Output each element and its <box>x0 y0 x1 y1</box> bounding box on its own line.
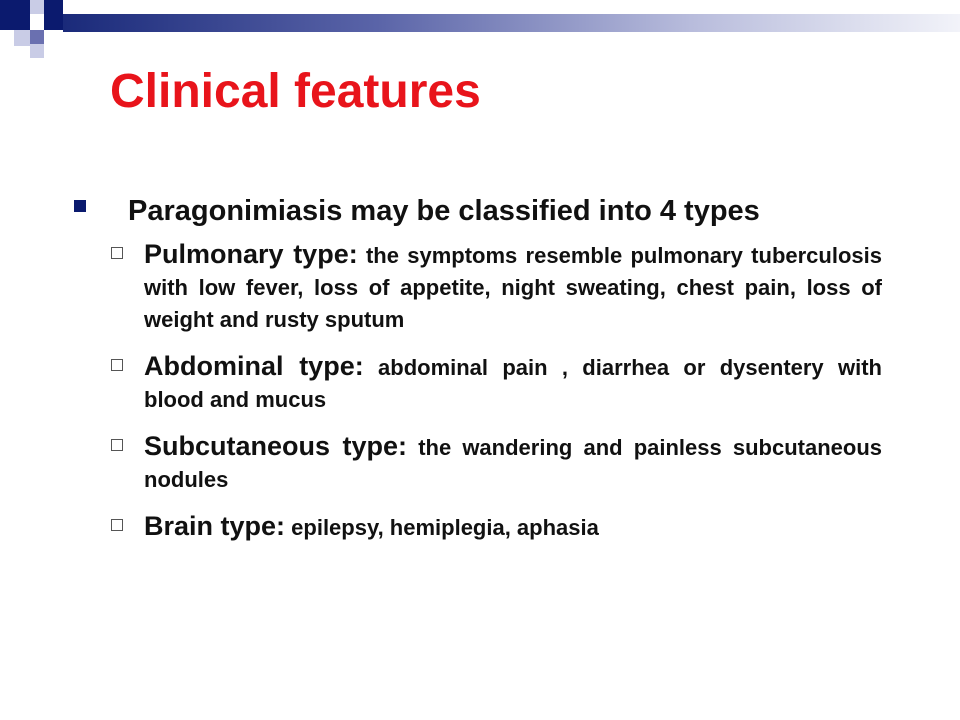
decor-square <box>14 30 30 46</box>
hollow-square-bullet-icon <box>111 359 123 371</box>
square-bullet-icon <box>74 200 86 212</box>
decor-square <box>30 0 44 14</box>
header-decoration <box>0 0 960 60</box>
header-gradient-bar <box>63 14 960 32</box>
type-name: Abdominal type: <box>144 351 364 381</box>
hollow-square-bullet-icon <box>111 519 123 531</box>
type-name: Subcutaneous type: <box>144 431 408 461</box>
slide-content <box>70 188 882 558</box>
main-point-text: Paragonimiasis may be classified into 4 types <box>128 195 760 227</box>
type-detail: the symptoms resemble pulmonary tuberculosis with low fever, loss of appetite, night sweating, chest pain, loss of weight and rusty sputum <box>144 243 882 332</box>
list-item <box>70 430 882 496</box>
list-item <box>70 350 882 416</box>
main-bullet <box>70 188 882 235</box>
types-list <box>70 238 882 544</box>
list-item <box>70 510 882 544</box>
decor-square <box>0 0 30 30</box>
decor-square <box>30 30 44 44</box>
list-item <box>70 238 882 336</box>
type-name: Pulmonary type: <box>144 239 358 269</box>
type-detail: abdominal pain , diarrhea or dysentery with blood and mucus <box>144 355 882 412</box>
decor-square <box>30 44 44 58</box>
type-detail: the wandering and painless subcutaneous nodules <box>144 435 882 492</box>
type-detail: epilepsy, hemiplegia, aphasia <box>291 515 599 540</box>
type-name: Brain type: <box>144 511 286 541</box>
decor-square <box>44 0 63 30</box>
slide-title: Clinical features <box>110 65 481 118</box>
hollow-square-bullet-icon <box>111 439 123 451</box>
hollow-square-bullet-icon <box>111 247 123 259</box>
